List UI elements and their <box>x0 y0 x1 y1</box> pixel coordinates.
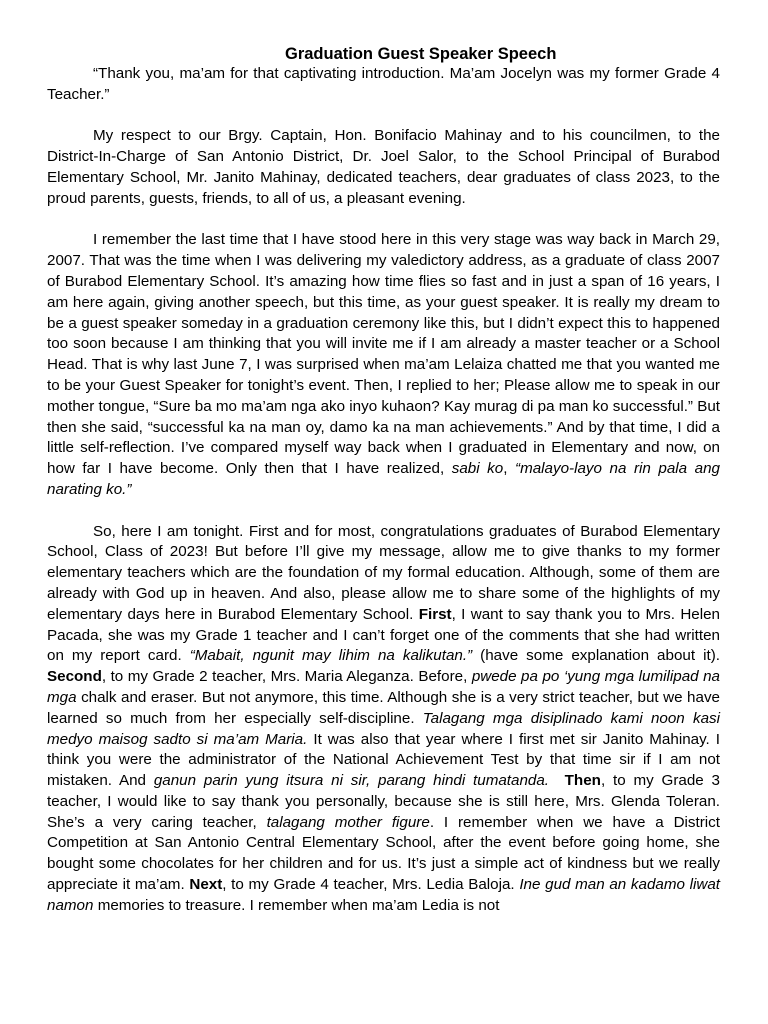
bold-keyword: Next <box>189 876 223 894</box>
italic-phrase: Ine gud man an kadamo liwat namon <box>47 876 721 914</box>
paragraph-remember <box>47 230 720 500</box>
italic-phrase: Talagang mga disiplinado kami noon kasi medyo maisog sadto si ma’am Maria. <box>47 709 720 748</box>
text-span: , to my Grade 2 teacher, Mrs. Maria Aleganza. Before, <box>101 668 468 686</box>
italic-phrase: “Mabait, ngunit may lihim na kalikutan.” <box>189 647 473 665</box>
italic-phrase: pwede pa po ‘yung mga lumilipad na mga <box>47 668 720 706</box>
italic-phrase: sabi ko <box>451 460 504 478</box>
document-title: Graduation Guest Speaker Speech <box>285 45 557 63</box>
paragraph-respect: My respect to our Brgy. Captain, Hon. Bonifacio Mahinay and to his councilmen, to the District-In-Charge of San Antonio District, Dr. Joel Salor, to the School Principal of Burabod Elementary School, Mr. Janito Mahinay, dedicated teachers, dear graduates of class 2023, to the proud parents, guests, friends, to all of us, a pleasant evening. <box>47 127 720 207</box>
text-span: (have some explanation about it). <box>480 647 720 665</box>
text-span: It was also that year where I first met sir Janito Mahinay. I think you were the administrator of the National Achievement Test by that time sir if I am not mistaken. And <box>47 730 720 790</box>
text-span: So, here I am tonight. First and for most, congratulations graduates of Burabod Elementary School, Class of 2023! But before I’ll give my message, allow me to give thanks to my former elementary teachers which are the foundation of my formal education. Although, some of them are already with God up in heaven. And also, please allow me to share some of the highlights of my elementary days here in Burabod Elementary School. <box>47 522 720 623</box>
bold-keyword: First <box>418 605 452 623</box>
text-span: , I want to say thank you to Mrs. Helen Pacada, she was my Grade 1 teacher and I can’t forget one of the comments that she had written on my report card. <box>47 605 720 665</box>
bold-keyword: Second <box>47 668 102 686</box>
text-span: , to my Grade 4 teacher, Mrs. Ledia Baloja. <box>222 876 515 894</box>
paragraph-teachers <box>47 522 720 917</box>
italic-phrase: “malayo-layo na rin pala ang narating ko.” <box>47 460 721 498</box>
text-span: chalk and eraser. But not anymore, this time. Although she is a very strict teacher, but we have learned so much from her especially self-discipline. <box>47 688 720 727</box>
italic-phrase: ganun parin yung itsura ni sir, parang hindi tumatanda. <box>153 772 550 790</box>
bold-keyword: Then <box>564 772 601 790</box>
text-span: memories to treasure. I remember when ma’am Ledia is not <box>97 896 500 914</box>
text-span: I remember the last time that I have stood here in this very stage was way back in March 29, 2007. That was the time when I was delivering my valedictory address, as a graduate of class 2007 of Burabod Elementary School. It’s amazing how time flies so fast and in just a span of 16 years, I am here again, giving another speech, but this time, as your guest speaker. It is really my dream to be a guest speaker someday in a graduation ceremony like this, but I didn’t expect this to happened too soon because I am thinking that you will invite me if I am already a master teacher or a School Head. That is why last June 7, I was surprised when ma’am Lelaiza chatted me that you wanted me to be your Guest Speaker for tonight’s event. Then, I replied to her; Please allow me to speak in our mother tongue, “Sure ba mo ma’am nga ako inyo kuhaon? Kay murag di pa man ko successful.” But then she said, “successful ka na man oy, damo ka na man achievements.” And by that time, I did a little self-reflection. I’ve compared myself way back when I graduated in Elementary and now, on how far I have become. Only then that I have realized, <box>47 231 720 478</box>
text-span: , <box>503 460 508 478</box>
italic-phrase: talagang mother figure <box>266 813 430 831</box>
paragraph-thanks: “Thank you, ma’am for that captivating introduction. Ma’am Jocelyn was my former Grade 4 Teacher.” <box>47 65 720 103</box>
text-span: . I remember when we have a District Competition at San Antonio Central Elementary School, after the event before going home, she bought some chocolates for her children and for us. It’s just a simple act of kindness but we really appreciate it ma’am. <box>47 813 720 894</box>
text-span: , to my Grade 3 teacher, I would like to say thank you personally, because she is still here, Mrs. Glenda Toleran. She’s a very caring teacher, <box>47 772 720 831</box>
